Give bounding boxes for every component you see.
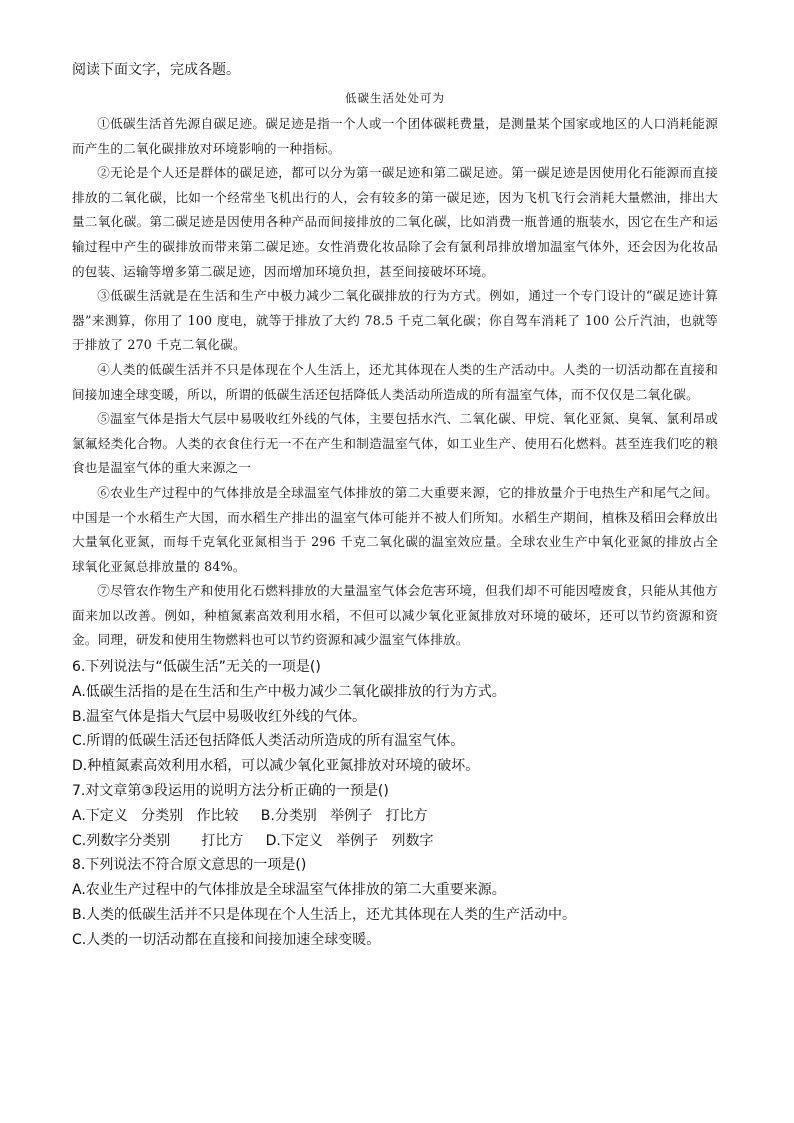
question-8-option-a: A.农业生产过程中的气体排放是全球温室气体排放的第二大重要来源。 — [72, 882, 506, 899]
question-7-options-cd: C.列数字分类别 打比方 D.下定义 举例子 列数字 — [72, 832, 434, 849]
question-7-stem: 7.对文章第③段运用的说明方法分析正确的一预是() — [72, 783, 389, 800]
document-page — [72, 58, 718, 953]
question-6-option-a: A.低碳生活指的是在生活和生产中极力减少二氧化碳排放的行为方式。 — [72, 683, 506, 700]
question-6-option-d: D.种植氮素高效利用水稻，可以减少氧化亚氮排放对环境的破坏。 — [72, 758, 480, 775]
paragraph-5: ⑤温室气体是指大气层中易吸收红外线的气体，主要包括水汽、二氧化碳、甲烷、氧化亚氮、臭氧、氯利昂或氯氟烃类化合物。人类的衣食住行无一不在产生和制造温室气体，如工业生产、使用石化燃料。甚至连我们吃的粮食也是温室气体的重大来源之一 — [72, 411, 718, 476]
paragraph-2: ②无论是个人还是群体的碳足迹，都可以分为第一碳足迹和第二碳足迹。第一碳足迹是因使用化石能源而直接排放的二氧化碳，比如一个经常坐飞机出行的人，会有较多的第一碳足迹，因为飞机飞行会消耗大量燃油，排出大量二氧化碳。第二碳足迹是因使用各种产品而间接排放的二氧化碳，比如消费一瓶普通的瓶装水，因它在生产和运输过程中产生的碳排放而带来第二碳足迹。女性消费化妆品除了会有氯利昂排放增加温室气体外，还会因为化妆品的包装、运输等增多第二碳足迹，因而增加环境负担，甚至间接破坏环境。 — [72, 165, 718, 279]
paragraph-7: ⑦尽管农作物生产和使用化石燃料排放的大量温室气体会危害环境，但我们却不可能因噎废食，只能从其他方面来加以改善。例如，种植氮素高效利用水稻，不但可以减少氧化亚氮排放对环境的破坏，还可以节约资源和资金。同理，研发和使用生物燃料也可以节约资源和减少温室气体排放。 — [72, 583, 718, 648]
paragraph-1: ①低碳生活首先源自碳足迹。碳足迹是指一个人或一个团体碳耗费量，是测量某个国家或地区的人口消耗能源而产生的二氧化碳排放对环境影响的一种指标。 — [72, 116, 718, 156]
article-body — [72, 112, 718, 653]
reading-instruction: 阅读下面文字，完成各题。 — [72, 62, 240, 78]
question-6-option-c: C.所谓的低碳生活还包括降低人类活动所造成的所有温室气体。 — [72, 733, 465, 750]
question-7-options-ab: A.下定义 分类别 作比较 B.分类别 举例子 打比方 — [72, 807, 428, 824]
paragraph-4: ④人类的低碳生活并不只是体现在个人生活上，还尤其体现在人类的生产活动中。人类的一切活动都在直接和间接加速全球变暖，所以，所谓的低碳生活还包括降低人类活动所造成的所有温室气体，而不仅仅是二氧化碳。 — [72, 361, 718, 402]
question-8-option-b: B.人类的低碳生活并不只是体现在个人生活上，还尤其体现在人类的生产活动中。 — [72, 907, 577, 924]
paragraph-3: ③低碳生活就是在生活和生产中极力减少二氧化碳排放的行为方式。例如，通过一个专门设计的“碳足迹计算器”来测算，你用了 100 度电，就等于排放了大约 78.5 千克二氧化碳；你自驾车消耗了 100 公斤汽油，也就等于排放了 270 千克二氧化碳。 — [72, 288, 718, 353]
article-title: 低碳生活处处可为 — [345, 91, 445, 105]
question-section — [72, 655, 718, 953]
paragraph-6: ⑥农业生产过程中的气体排放是全球温室气体排放的第二大重要来源，它的排放量介于电热生产和尾气之间。中国是一个水稻生产大国，而水稻生产排出的温室气体可能并不被人们所知。水稻生产期间，植株及稻田会释放出大量氧化亚氮，而每千克氧化亚氮相当于 296 千克二氧化碳的温室效应量。全球农业生产中氧化亚氮的排放占全球氧化亚氮总排放量的 84%。 — [72, 484, 718, 574]
question-6-stem: 6.下列说法与“低碳生活”无关的一项是() — [72, 659, 321, 676]
question-8-stem: 8.下列说法不符合原文意思的一项是() — [72, 857, 307, 874]
question-6-option-b: B.温室气体是指大气层中易吸收红外线的气体。 — [72, 708, 367, 725]
question-8-option-c: C.人类的一切活动都在直接和间接加速全球变暖。 — [72, 931, 381, 948]
